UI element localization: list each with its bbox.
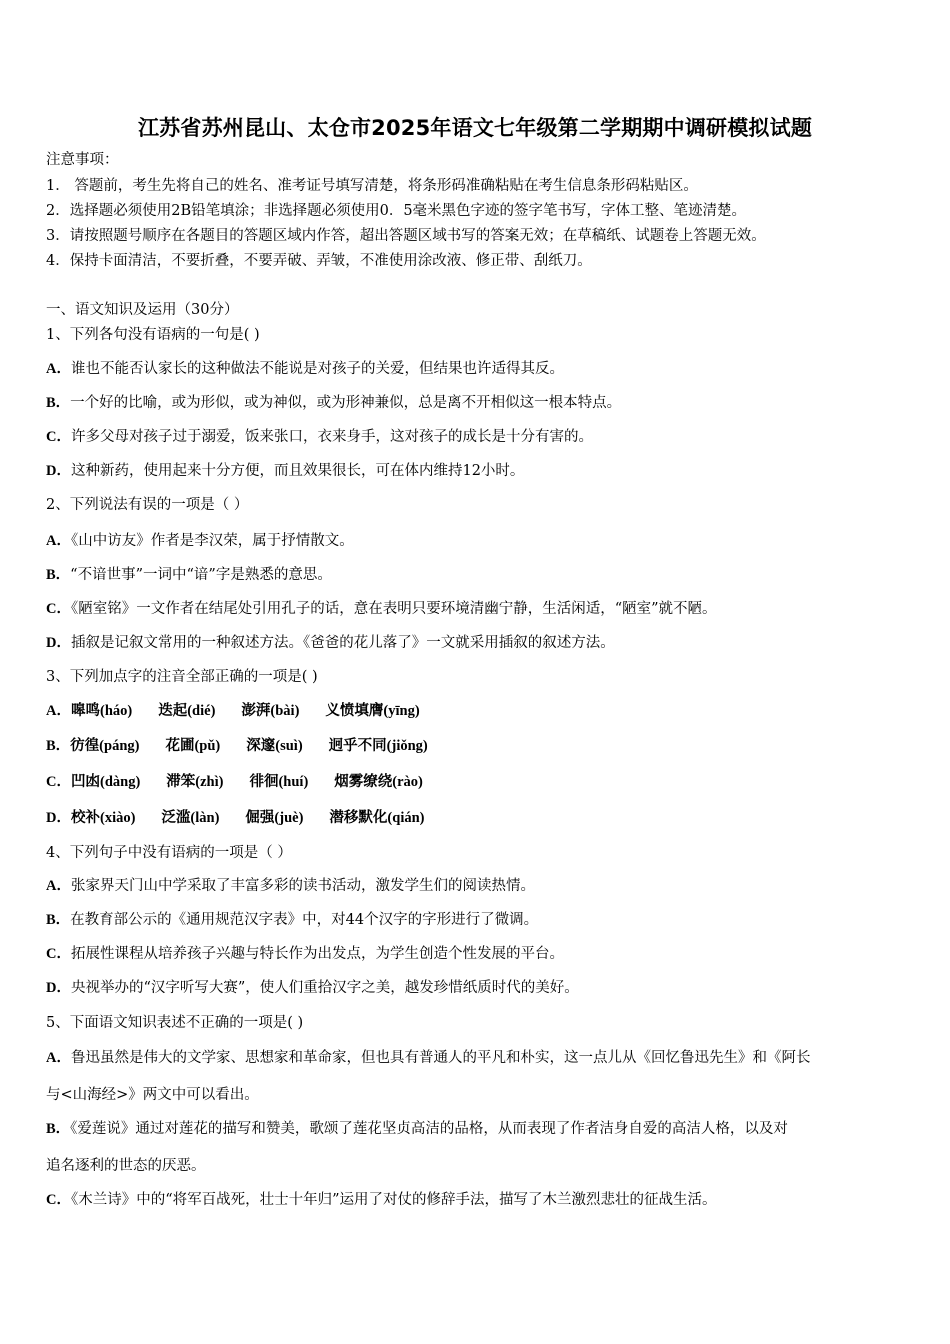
question-3-stem: 3、下列加点字的注音全部正确的一项是( ) [46, 669, 318, 685]
q4-option-c [46, 944, 916, 964]
option-letter: B． [46, 1121, 71, 1137]
phonetic-word: 迥乎不同(jiǒng) [328, 738, 428, 754]
q5-option-c [46, 1190, 916, 1210]
phonetic-word: 澎湃(bài) [241, 703, 300, 719]
q2-option-a [46, 531, 916, 551]
q2-option-c [46, 599, 916, 619]
option-text: 央视举办的“汉字听写大赛”，使人们重拾汉字之美，越发珍惜纸质时代的美好。 [70, 980, 579, 996]
q5-option-b [46, 1119, 916, 1139]
option-text: 拓展性课程从培养孩子兴趣与特长作为出发点，为学生创造个性发展的平台。 [70, 946, 564, 962]
phonetic-word: 滞笨(zhì) [166, 774, 224, 790]
option-text: 《爱莲说》通过对莲花的描写和赞美，歌颂了莲花坚贞高洁的品格，从而表现了作者洁身自爱的高洁人格，以及对 [70, 1121, 788, 1137]
question-1-stem: 1、下列各句没有语病的一句是( ) [46, 327, 260, 343]
option-letter: C． [46, 1192, 71, 1208]
q4-option-a [46, 876, 916, 896]
phonetic-word: 彷徨(páng) [70, 738, 140, 754]
section-heading: 一、语文知识及运用（30分） [46, 302, 239, 318]
q4-option-d [46, 978, 916, 998]
note-item: 3．请按照题号顺序在各题目的答题区域内作答，超出答题区域书写的答案无效；在草稿纸、试题卷上答题无效。 [46, 228, 766, 244]
option-text: 一个好的比喻，或为形似，或为神似，或为形神兼似，总是离不开相似这一根本特点。 [70, 395, 622, 411]
option-text: 《山中访友》作者是李汉荣，属于抒情散文。 [70, 533, 354, 549]
phonetic-word: 深邃(suì) [246, 738, 303, 754]
question-5-stem: 5、下面语文知识表述不正确的一项是( ) [46, 1015, 304, 1031]
option-text: 《木兰诗》中的“将军百战死，壮士十年归”运用了对仗的修辞手法，描写了木兰激烈悲壮的征战生活。 [70, 1192, 717, 1208]
option-letter: D． [46, 635, 71, 651]
q1-option-a [46, 359, 916, 379]
phonetic-word: 义愤填膺(yīng) [325, 703, 420, 719]
option-letter: B． [46, 567, 71, 583]
q1-option-c [46, 427, 916, 447]
option-letter: A． [46, 703, 71, 719]
option-text: “不谙世事”一词中“谙”字是熟悉的意思。 [70, 567, 332, 583]
phonetic-word: 倔强(juè) [245, 810, 304, 826]
option-letter: B． [46, 738, 71, 754]
note-item: 4．保持卡面清洁，不要折叠，不要弄破、弄皱，不准使用涂改液、修正带、刮纸刀。 [46, 253, 592, 269]
q5-option-a [46, 1048, 916, 1068]
q3-option-b [46, 736, 916, 756]
note-item: 2．选择题必须使用2B铅笔填涂；非选择题必须使用0．5毫米黑色字迹的签字笔书写，字体工整、笔迹清楚。 [46, 203, 747, 219]
q3-option-d [46, 808, 916, 828]
phonetic-word: 凹凼(dàng) [70, 774, 141, 790]
option-letter: D． [46, 980, 71, 996]
note-item: 1． 答题前，考生先将自己的姓名、准考证号填写清楚，将条形码准确粘贴在考生信息条形码粘贴区。 [46, 178, 698, 194]
phonetic-word: 嗥鸣(háo) [70, 703, 133, 719]
option-letter: A． [46, 1050, 71, 1066]
phonetic-word: 校补(xiào) [70, 810, 136, 826]
option-text: 插叙是记叙文常用的一种叙述方法。《爸爸的花儿落了》一文就采用插叙的叙述方法。 [70, 635, 615, 651]
option-letter: C． [46, 429, 71, 445]
option-letter: B． [46, 395, 71, 411]
phonetic-word: 徘徊(huí) [249, 774, 309, 790]
option-letter: D． [46, 810, 71, 826]
option-text: 谁也不能否认家长的这种做法不能说是对孩子的关爱，但结果也许适得其反。 [70, 361, 564, 377]
option-text: 张家界天门山中学采取了丰富多彩的读书活动，激发学生们的阅读热情。 [70, 878, 535, 894]
option-letter: C． [46, 946, 71, 962]
option-letter: D． [46, 463, 71, 479]
phonetic-word: 潜移默化(qián) [329, 810, 425, 826]
option-text: 在教育部公示的《通用规范汉字表》中，对44个汉字的字形进行了微调。 [70, 912, 539, 928]
option-text: 许多父母对孩子过于溺爱，饭来张口，衣来身手，这对孩子的成长是十分有害的。 [70, 429, 593, 445]
option-text: 这种新药，使用起来十分方便，而且效果很长，可在体内维持12小时。 [70, 463, 525, 479]
q2-option-d [46, 633, 916, 653]
option-letter: C． [46, 601, 71, 617]
q5-option-a-cont: 与<山海经>》两文中可以看出。 [46, 1087, 259, 1103]
option-text: 《陋室铭》一文作者在结尾处引用孔子的话，意在表明只要环境清幽宁静，生活闲适，“陋室”就不陋。 [70, 601, 717, 617]
option-letter: A． [46, 533, 71, 549]
phonetic-word: 迭起(dié) [158, 703, 216, 719]
q3-option-c [46, 772, 916, 792]
option-letter: B． [46, 912, 71, 928]
q5-option-b-cont: 追名逐利的世态的厌恶。 [46, 1158, 206, 1174]
phonetic-word: 花圃(pǔ) [165, 738, 221, 754]
q1-option-d [46, 461, 916, 481]
phonetic-word: 烟雾缭绕(rào) [334, 774, 423, 790]
phonetic-word: 泛滥(làn) [161, 810, 220, 826]
option-letter: A． [46, 361, 71, 377]
q3-option-a [46, 701, 916, 721]
option-text: 鲁迅虽然是伟大的文学家、思想家和革命家，但也具有普通人的平凡和朴实，这一点儿从《回忆鲁迅先生》和《阿长 [70, 1050, 811, 1066]
page-title: 江苏省苏州昆山、太仓市2025年语文七年级第二学期期中调研模拟试题 [137, 116, 813, 140]
option-letter: A． [46, 878, 71, 894]
q2-option-b [46, 565, 916, 585]
question-4-stem: 4、下列句子中没有语病的一项是（ ） [46, 845, 292, 861]
question-2-stem: 2、下列说法有误的一项是（ ） [46, 497, 249, 513]
option-letter: C． [46, 774, 71, 790]
q4-option-b [46, 910, 916, 930]
notes-heading: 注意事项： [46, 152, 119, 168]
q1-option-b [46, 393, 916, 413]
